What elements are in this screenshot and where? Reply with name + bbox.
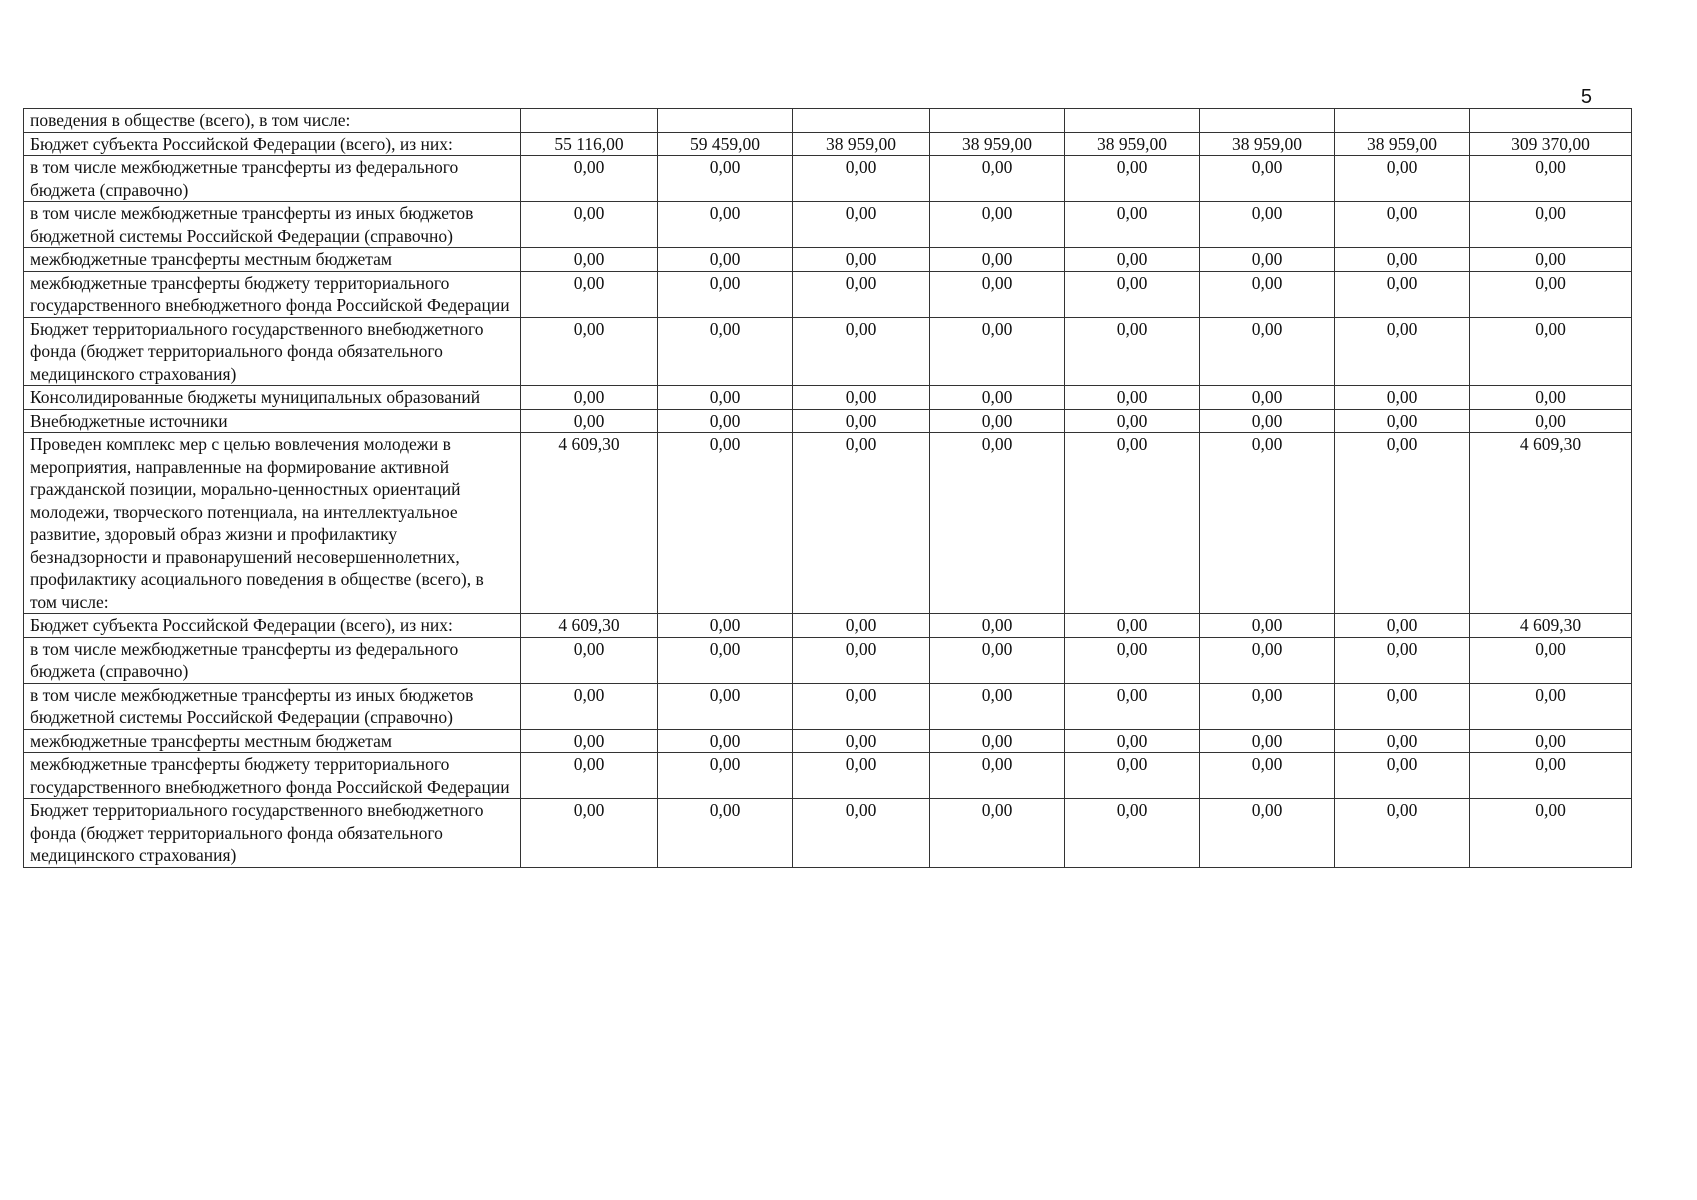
table-row [24,271,1632,317]
value-cell: 0,00 [1065,637,1200,683]
row-label: Бюджет территориального государственного внебюджетного фонда (бюджет территориального фонда обязательного медицинского страхования) [24,799,521,868]
value-cell: 0,00 [1470,248,1632,272]
value-cell: 0,00 [1200,729,1335,753]
value-cell: 0,00 [1065,683,1200,729]
table-row [24,683,1632,729]
value-cell: 0,00 [1335,248,1470,272]
row-label: Бюджет территориального государственного внебюджетного фонда (бюджет территориального фонда обязательного медицинского страхования) [24,317,521,386]
value-cell: 0,00 [1335,386,1470,410]
value-cell: 0,00 [1065,799,1200,868]
value-cell: 0,00 [793,614,930,638]
value-cell: 0,00 [521,271,658,317]
value-cell: 0,00 [658,433,793,614]
value-cell: 0,00 [1065,409,1200,433]
row-label: межбюджетные трансферты местным бюджетам [24,248,521,272]
value-cell: 0,00 [658,317,793,386]
row-label: межбюджетные трансферты местным бюджетам [24,729,521,753]
value-cell: 0,00 [1065,386,1200,410]
value-cell: 0,00 [930,386,1065,410]
value-cell: 0,00 [930,433,1065,614]
value-cell: 0,00 [1335,317,1470,386]
value-cell: 38 959,00 [930,132,1065,156]
value-cell: 0,00 [930,614,1065,638]
table-row [24,386,1632,410]
value-cell: 0,00 [521,409,658,433]
row-label: поведения в обществе (всего), в том числе: [24,109,521,133]
value-cell: 0,00 [1470,799,1632,868]
row-label: Бюджет субъекта Российской Федерации (всего), из них: [24,132,521,156]
value-cell: 0,00 [1065,248,1200,272]
value-cell: 0,00 [1200,637,1335,683]
row-label: в том числе межбюджетные трансферты из федерального бюджета (справочно) [24,637,521,683]
value-cell: 0,00 [930,637,1065,683]
value-cell: 0,00 [1200,799,1335,868]
value-cell: 0,00 [930,248,1065,272]
value-cell: 0,00 [658,409,793,433]
value-cell: 0,00 [521,317,658,386]
value-cell: 0,00 [930,683,1065,729]
table-row [24,637,1632,683]
value-cell: 0,00 [930,799,1065,868]
value-cell: 0,00 [930,202,1065,248]
value-cell: 38 959,00 [1200,132,1335,156]
row-label: Внебюджетные источники [24,409,521,433]
value-cell: 309 370,00 [1470,132,1632,156]
value-cell: 0,00 [930,317,1065,386]
value-cell: 0,00 [793,386,930,410]
value-cell: 0,00 [1065,614,1200,638]
value-cell [1065,109,1200,133]
value-cell: 4 609,30 [521,433,658,614]
value-cell: 0,00 [658,799,793,868]
value-cell: 0,00 [1470,753,1632,799]
value-cell: 0,00 [1335,156,1470,202]
value-cell: 0,00 [930,156,1065,202]
value-cell: 0,00 [1335,614,1470,638]
value-cell: 0,00 [1200,156,1335,202]
table-row [24,614,1632,638]
value-cell: 0,00 [521,683,658,729]
value-cell: 0,00 [658,614,793,638]
value-cell: 0,00 [793,202,930,248]
value-cell: 38 959,00 [1065,132,1200,156]
value-cell: 0,00 [658,729,793,753]
value-cell [658,109,793,133]
row-label: Бюджет субъекта Российской Федерации (всего), из них: [24,614,521,638]
value-cell: 4 609,30 [521,614,658,638]
row-label: в том числе межбюджетные трансферты из иных бюджетов бюджетной системы Российской Федерации (справочно) [24,202,521,248]
table-row [24,729,1632,753]
value-cell: 59 459,00 [658,132,793,156]
value-cell: 0,00 [521,753,658,799]
value-cell: 0,00 [1335,683,1470,729]
value-cell: 0,00 [1065,156,1200,202]
value-cell: 0,00 [1335,271,1470,317]
value-cell: 0,00 [1470,386,1632,410]
table-row [24,409,1632,433]
value-cell: 0,00 [1335,799,1470,868]
value-cell [1470,109,1632,133]
value-cell: 0,00 [658,202,793,248]
value-cell: 0,00 [1470,729,1632,753]
table-row [24,433,1632,614]
value-cell: 0,00 [793,317,930,386]
value-cell: 38 959,00 [793,132,930,156]
row-label: межбюджетные трансферты бюджету территориального государственного внебюджетного фонда Российской Федерации [24,753,521,799]
table-row [24,753,1632,799]
page-number: 5 [1580,86,1592,108]
value-cell: 0,00 [658,637,793,683]
value-cell: 0,00 [1470,409,1632,433]
value-cell: 0,00 [1200,683,1335,729]
row-label: в том числе межбюджетные трансферты из иных бюджетов бюджетной системы Российской Федерации (справочно) [24,683,521,729]
table-row [24,202,1632,248]
row-label: в том числе межбюджетные трансферты из федерального бюджета (справочно) [24,156,521,202]
value-cell: 0,00 [1065,729,1200,753]
row-label: межбюджетные трансферты бюджету территориального государственного внебюджетного фонда Российской Федерации [24,271,521,317]
value-cell: 0,00 [930,271,1065,317]
value-cell: 0,00 [1335,637,1470,683]
value-cell: 0,00 [521,799,658,868]
value-cell: 0,00 [793,637,930,683]
value-cell: 0,00 [1200,248,1335,272]
value-cell: 0,00 [521,248,658,272]
value-cell: 0,00 [1200,409,1335,433]
value-cell: 0,00 [930,753,1065,799]
value-cell: 0,00 [1470,317,1632,386]
value-cell: 0,00 [1335,433,1470,614]
value-cell [793,109,930,133]
table-row [24,248,1632,272]
value-cell: 0,00 [1200,202,1335,248]
value-cell: 0,00 [930,409,1065,433]
value-cell: 0,00 [1335,753,1470,799]
value-cell [930,109,1065,133]
budget-table [23,108,1632,868]
value-cell: 0,00 [793,248,930,272]
value-cell [521,109,658,133]
value-cell: 0,00 [1065,202,1200,248]
value-cell: 0,00 [1200,753,1335,799]
value-cell: 0,00 [1470,271,1632,317]
value-cell: 0,00 [793,409,930,433]
row-label: Проведен комплекс мер с целью вовлечения молодежи в мероприятия, направленные на формирование активной гражданской позиции, морально-ценностных ориентаций молодежи, творческого потенциала, на интеллектуальное развитие, здоровый образ жизни и профилактику безнадзорности и правонарушений несовершеннолетних, профилактику асоциального поведения в обществе (всего), в том числе: [24,433,521,614]
table-row [24,109,1632,133]
value-cell: 4 609,30 [1470,433,1632,614]
value-cell: 0,00 [793,271,930,317]
value-cell [1335,109,1470,133]
value-cell: 0,00 [521,729,658,753]
value-cell: 0,00 [1335,729,1470,753]
table-row [24,799,1632,868]
value-cell: 0,00 [521,637,658,683]
value-cell: 0,00 [521,386,658,410]
value-cell: 0,00 [1065,271,1200,317]
value-cell: 0,00 [1470,683,1632,729]
value-cell: 0,00 [930,729,1065,753]
value-cell: 0,00 [1065,433,1200,614]
value-cell: 0,00 [658,683,793,729]
value-cell: 0,00 [1335,409,1470,433]
value-cell: 38 959,00 [1335,132,1470,156]
value-cell: 0,00 [1200,614,1335,638]
row-label: Консолидированные бюджеты муниципальных образований [24,386,521,410]
value-cell: 0,00 [521,156,658,202]
value-cell: 0,00 [1065,317,1200,386]
value-cell: 0,00 [1470,637,1632,683]
value-cell: 0,00 [793,156,930,202]
value-cell: 0,00 [1200,271,1335,317]
value-cell: 55 116,00 [521,132,658,156]
value-cell [1200,109,1335,133]
value-cell: 0,00 [521,202,658,248]
value-cell: 0,00 [1470,202,1632,248]
value-cell: 0,00 [658,156,793,202]
table-row [24,156,1632,202]
table-row [24,317,1632,386]
value-cell: 0,00 [793,799,930,868]
value-cell: 4 609,30 [1470,614,1632,638]
value-cell: 0,00 [658,753,793,799]
value-cell: 0,00 [1470,156,1632,202]
value-cell: 0,00 [793,433,930,614]
table-row [24,132,1632,156]
value-cell: 0,00 [793,683,930,729]
table-body [24,109,1632,868]
value-cell: 0,00 [1200,433,1335,614]
value-cell: 0,00 [793,729,930,753]
value-cell: 0,00 [793,753,930,799]
value-cell: 0,00 [658,248,793,272]
value-cell: 0,00 [658,386,793,410]
value-cell: 0,00 [1065,753,1200,799]
value-cell: 0,00 [1335,202,1470,248]
value-cell: 0,00 [1200,317,1335,386]
value-cell: 0,00 [1200,386,1335,410]
value-cell: 0,00 [658,271,793,317]
